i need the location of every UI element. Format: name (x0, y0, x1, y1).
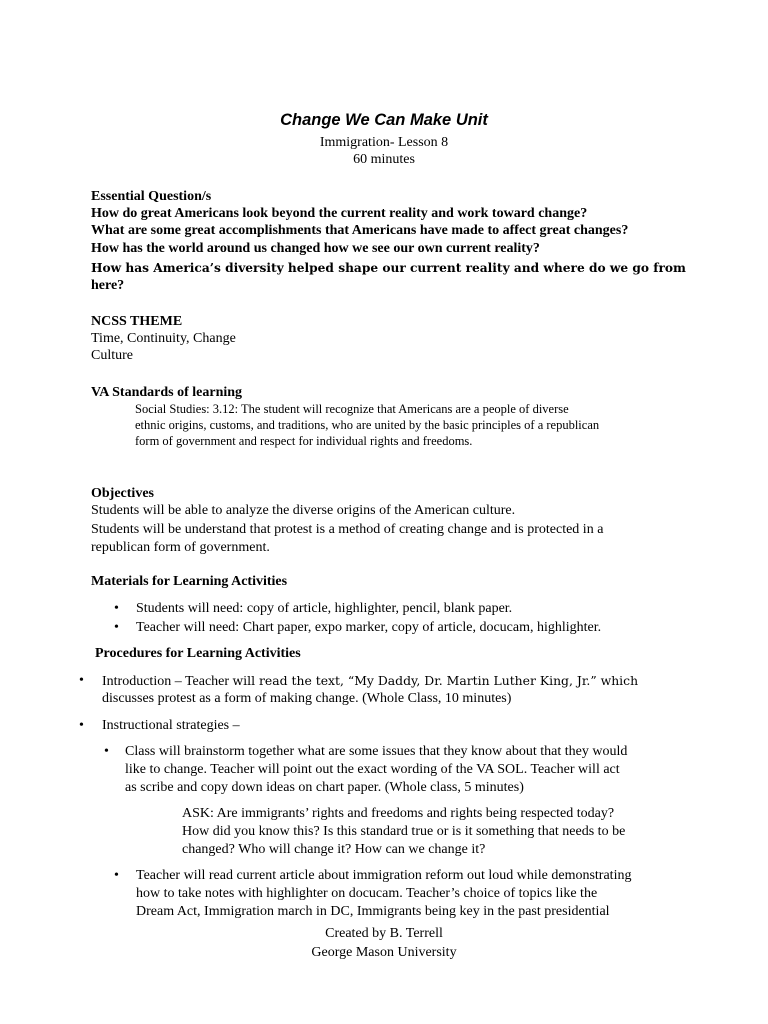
essential-question: How do great Americans look beyond the current reality and work toward change? (91, 206, 588, 221)
materials-heading: Materials for Learning Activities (91, 574, 288, 589)
va-standard-text: Social Studies: 3.12: The student will recognize that Americans are a people of diverse (135, 402, 569, 416)
essential-question: How has the world around us changed how we see our own current reality? (91, 241, 540, 256)
ncss-item: Time, Continuity, Change (91, 331, 236, 346)
introduction-text (102, 672, 638, 691)
ask-questions: changed? Who will change it? How can we change it? (182, 842, 486, 857)
bullet-icon: • (79, 673, 84, 688)
objective-item: Students will be able to analyze the diverse origins of the American culture. (91, 503, 516, 518)
essential-question: What are some great accomplishments that Americans have made to affect great changes? (91, 223, 629, 238)
bullet-icon: • (114, 868, 119, 883)
materials-item: Teacher will need: Chart paper, expo marker, copy of article, docucam, highlighter. (136, 620, 602, 635)
ncss-heading: NCSS THEME (91, 314, 183, 329)
bullet-icon: • (104, 744, 109, 759)
bullet-icon: • (114, 620, 119, 635)
ask-questions: ASK: Are immigrants’ rights and freedoms and rights being respected today? (182, 806, 615, 821)
bullet-icon: • (79, 718, 84, 733)
va-standard-text: form of government and respect for individual rights and freedoms. (135, 434, 473, 448)
objective-item: republican form of government. (91, 540, 270, 555)
duration-label: 60 minutes (353, 152, 415, 167)
objective-item: Students will be understand that protest is a method of creating change and is protected in a (91, 522, 604, 537)
va-standards-heading: VA Standards of learning (91, 385, 243, 400)
ask-questions: How did you know this? Is this standard true or is it something that needs to be (182, 824, 626, 839)
introduction-detail: will read the text, “My Daddy, Dr. Martin Luther King, Jr.” which (232, 673, 639, 688)
introduction-lead: Introduction – Teacher (102, 674, 230, 689)
footer-author: Created by B. Terrell (325, 926, 443, 941)
read-article-text: Teacher will read current article about immigration reform out loud while demonstrating (136, 868, 632, 883)
materials-item: Students will need: copy of article, highlighter, pencil, blank paper. (136, 601, 513, 616)
essential-question: here? (91, 278, 125, 293)
introduction-text-continued: discusses protest as a form of making change. (Whole Class, 10 minutes) (102, 691, 512, 706)
read-article-text: Dream Act, Immigration march in DC, Immigrants being key in the past presidential (136, 904, 610, 919)
bullet-icon: • (114, 601, 119, 616)
va-standard-text: ethnic origins, customs, and traditions, who are united by the basic principles of a republican (135, 418, 600, 432)
read-article-text: how to take notes with highlighter on docucam. Teacher’s choice of topics like the (136, 886, 598, 901)
brainstorm-text: like to change. Teacher will point out the exact wording of the VA SOL. Teacher will act (125, 762, 620, 777)
ncss-item: Culture (91, 348, 133, 363)
brainstorm-text: as scribe and copy down ideas on chart paper. (Whole class, 5 minutes) (125, 780, 524, 795)
objectives-heading: Objectives (91, 486, 154, 501)
essential-heading: Essential Question/s (91, 189, 212, 204)
document-title: Change We Can Make Unit (280, 111, 488, 129)
instructional-strategies-label: Instructional strategies – (102, 718, 240, 733)
essential-question: How has America’s diversity helped shape our current reality and where do we go from (91, 261, 686, 275)
brainstorm-text: Class will brainstorm together what are some issues that they know about that they would (125, 744, 628, 759)
procedures-heading: Procedures for Learning Activities (95, 646, 301, 661)
footer-university: George Mason University (311, 945, 457, 960)
lesson-label: Immigration- Lesson 8 (319, 135, 449, 150)
